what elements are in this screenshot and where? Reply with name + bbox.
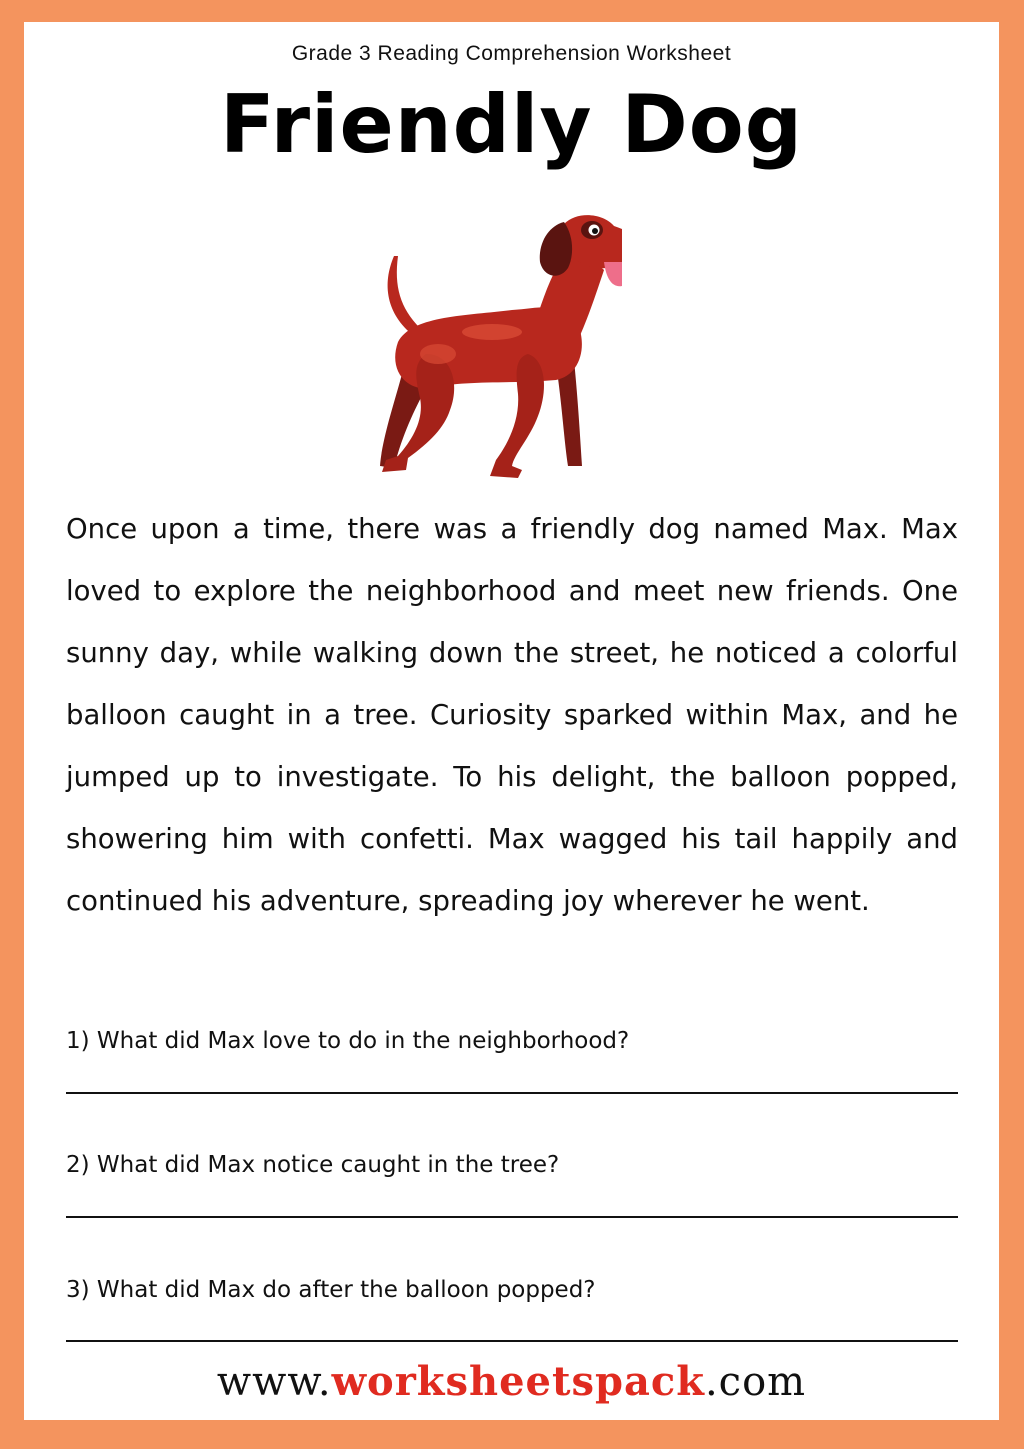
answer-line-3[interactable] <box>66 1340 958 1342</box>
footer-brand: worksheetspack <box>331 1358 705 1405</box>
question-3: 3) What did Max do after the balloon popped? <box>66 1277 596 1303</box>
story-paragraph: Once upon a time, there was a friendly dog named Max. Max loved to explore the neighborhood and meet new friends. One sunny day, while walking down the street, he noticed a colorful balloon caught in a tree. Curiosity sparked within Max, and he jumped up to investigate. To his delight, the balloon popped, showering him with confetti. Max wagged his tail happily and continued his adventure, spreading joy wherever he went. <box>66 513 958 917</box>
answer-line-1[interactable] <box>66 1092 958 1094</box>
worksheet-subtitle: Grade 3 Reading Comprehension Worksheet <box>291 42 732 65</box>
worksheet-title: Friendly Dog <box>220 78 803 171</box>
dog-illustration <box>342 204 622 486</box>
footer-prefix: www. <box>216 1359 332 1405</box>
question-2: 2) What did Max notice caught in the tree? <box>66 1152 560 1178</box>
answer-line-2[interactable] <box>66 1216 958 1218</box>
footer-website[interactable] <box>24 1358 999 1405</box>
footer-suffix: .com <box>704 1359 807 1405</box>
worksheet-page <box>24 22 999 1420</box>
question-1: 1) What did Max love to do in the neighborhood? <box>66 1028 630 1054</box>
